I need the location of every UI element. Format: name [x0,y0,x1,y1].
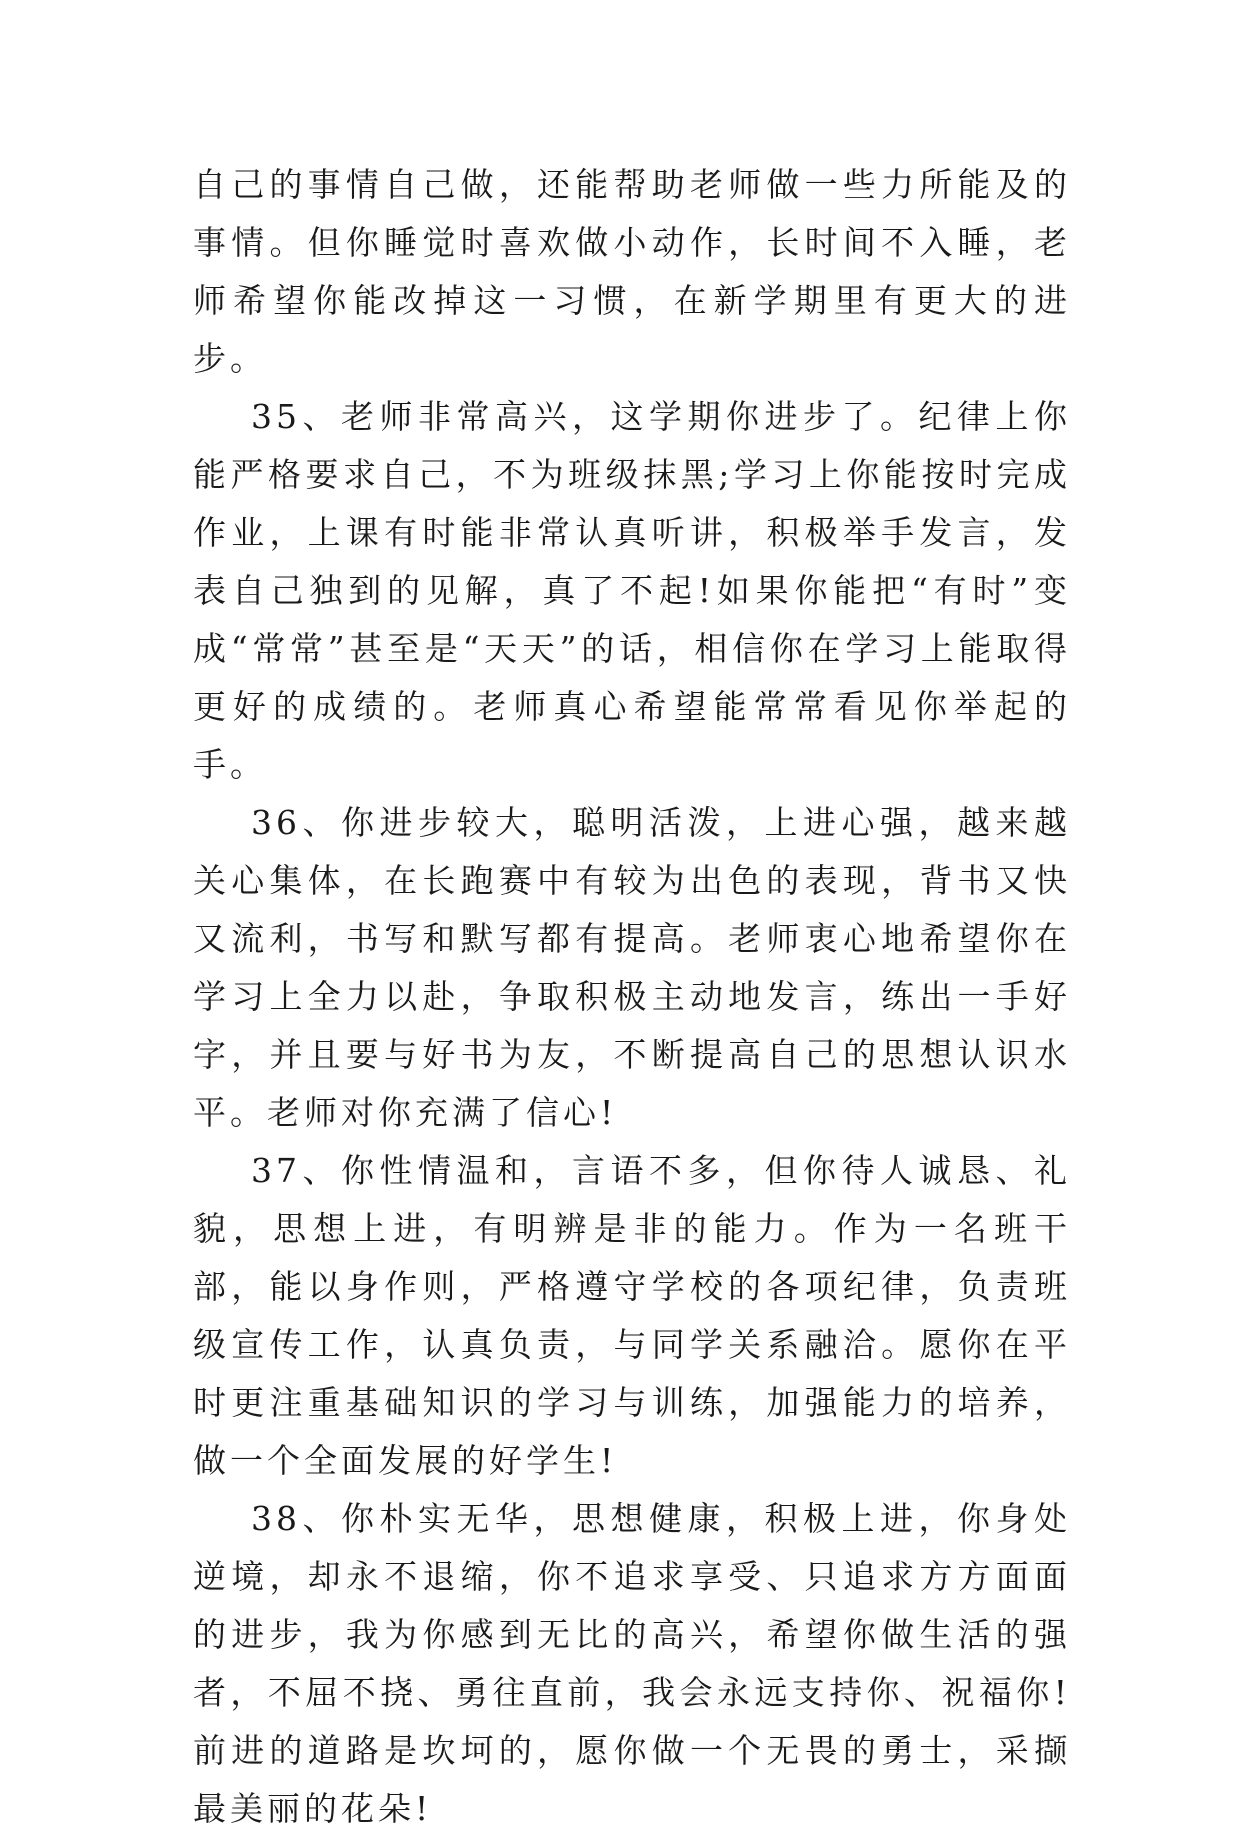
paragraph-comment-37: 37、你性情温和，言语不多，但你待人诚恳、礼貌，思想上进，有明辨是非的能力。作为一名班干部，能以身作则，严格遵守学校的各项纪律，负责班级宣传工作，认真负责，与同学关系融洽。愿你在平时更注重基础知识的学习与训练，加强能力的培养，做一个全面发展的好学生! [193,1151,1071,1480]
paragraph-comment-35: 35、老师非常高兴，这学期你进步了。纪律上你能严格要求自己，不为班级抹黑;学习上你能按时完成作业，上课有时能非常认真听讲，积极举手发言，发表自己独到的见解，真了不起!如果你能把“有时”变成“常常”甚至是“天天”的话，相信你在学习上能取得更好的成绩的。老师真心希望能常常看见你举起的手。 [193,397,1071,784]
document-body [193,156,1071,1838]
paragraph-comment-38: 38、你朴实无华，思想健康，积极上进，你身处逆境，却永不退缩，你不追求享受、只追求方方面面的进步，我为你感到无比的高兴，希望你做生活的强者，不屈不挠、勇往直前，我会永远支持你、祝福你!前进的道路是坎坷的，愿你做一个无畏的勇士，采撷最美丽的花朵! [193,1499,1071,1828]
paragraph-comment-36: 36、你进步较大，聪明活泼，上进心强，越来越关心集体，在长跑赛中有较为出色的表现，背书又快又流利，书写和默写都有提高。老师衷心地希望你在学习上全力以赴，争取积极主动地发言，练出一手好字，并且要与好书为友，不断提高自己的思想认识水平。老师对你充满了信心! [193,803,1071,1132]
paragraph-continuation: 自己的事情自己做，还能帮助老师做一些力所能及的事情。但你睡觉时喜欢做小动作，长时间不入睡，老师希望你能改掉这一习惯，在新学期里有更大的进步。 [193,165,1071,378]
